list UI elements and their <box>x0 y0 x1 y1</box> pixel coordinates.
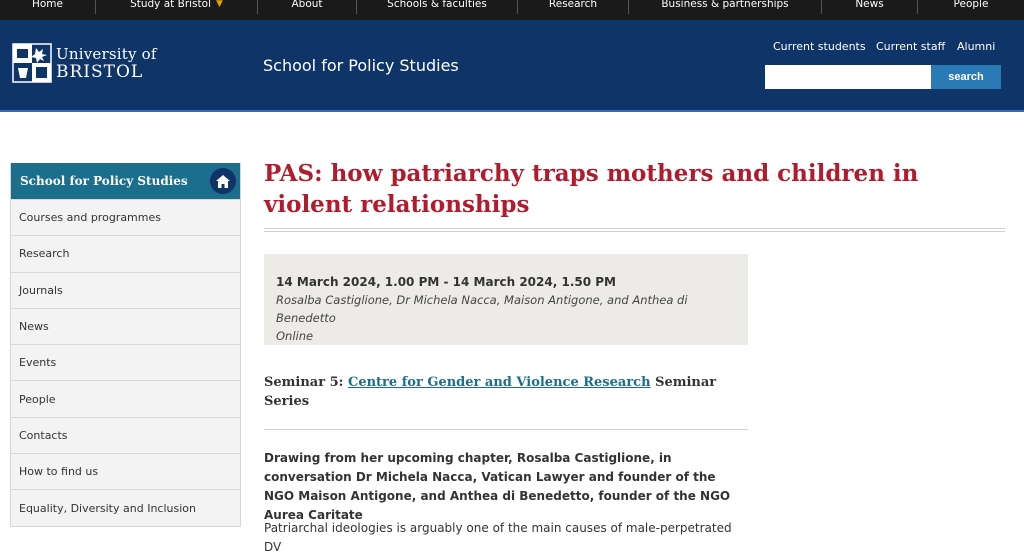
section-sidebar <box>10 163 241 527</box>
title-divider <box>264 228 1005 232</box>
nav-schools-label: Schools & faculties <box>387 0 487 10</box>
body-paragraph: Patriarchal ideologies is arguably one of the main causes of male-perpetrated DV <box>264 521 732 554</box>
sidebar-item-journals[interactable]: Journals <box>11 272 240 308</box>
nav-research-label: Research <box>548 0 598 10</box>
logo-line2: BRISTOL <box>56 62 144 82</box>
event-speakers: Rosalba Castiglione, Dr Michela Nacca, Maison Antigone, and Anthea di Benedetto <box>276 293 688 325</box>
event-date: 14 March 2024, 1.00 PM - 14 March 2024, 1.50 PM <box>276 275 616 289</box>
search-input[interactable] <box>765 65 931 89</box>
home-icon[interactable] <box>210 168 236 194</box>
university-crest-icon <box>12 43 52 83</box>
logo-line1: University of <box>56 45 157 63</box>
nav-business-label: Business & partnerships <box>661 0 789 10</box>
nav-people-label: People <box>953 0 989 10</box>
sidebar-item-how-to-find-us[interactable]: How to find us <box>11 453 240 489</box>
nav-research[interactable] <box>517 0 628 14</box>
sidebar-item-equality[interactable]: Equality, Diversity and Inclusion <box>11 489 240 525</box>
nav-people[interactable] <box>917 0 1024 14</box>
cgvr-link[interactable]: Centre for Gender and Violence Research <box>347 375 651 390</box>
sidebar-title: School for Policy Studies <box>20 174 188 188</box>
sidebar-item-courses[interactable]: Courses and programmes <box>11 199 240 235</box>
search-button[interactable]: search <box>931 65 1001 89</box>
sidebar-item-people[interactable]: People <box>11 380 240 416</box>
page-title: PAS: how patriarchy traps mothers and children in violent relationships <box>264 160 919 218</box>
lead-paragraph: Drawing from her upcoming chapter, Rosalba Castiglione, in conversation Dr Michela Nacca, Vatican Lawyer and founder of the NGO Maison Antigone, and Anthea di Benedetto, founder of the NGO Aurea Caritate <box>264 451 731 522</box>
university-logo[interactable] <box>12 43 157 83</box>
sidebar-item-events[interactable]: Events <box>11 344 240 380</box>
chevron-down-icon: ▼ <box>216 0 223 9</box>
nav-study-label: Study at Bristol <box>130 0 211 10</box>
nav-business-partnerships[interactable] <box>628 0 821 14</box>
sidebar-item-research[interactable]: Research <box>11 235 240 271</box>
nav-home[interactable] <box>0 0 95 14</box>
nav-news-label: News <box>855 0 884 10</box>
subhead-divider <box>264 429 748 430</box>
nav-schools-faculties[interactable] <box>356 0 517 14</box>
link-current-staff[interactable]: Current staff <box>876 40 946 53</box>
event-location: Online <box>276 329 314 343</box>
link-current-students[interactable]: Current students <box>773 40 866 53</box>
logo-wordmark <box>56 45 157 81</box>
site-title[interactable]: School for Policy Studies <box>263 56 459 75</box>
seminar-subheading <box>264 373 748 411</box>
subhead-prefix: Seminar 5: <box>264 375 348 390</box>
nav-about-label: About <box>291 0 323 10</box>
sidebar-item-contacts[interactable]: Contacts <box>11 417 240 453</box>
site-header <box>0 20 1024 112</box>
top-navigation <box>0 0 1024 20</box>
event-details <box>264 254 748 345</box>
sidebar-header[interactable] <box>11 163 240 199</box>
nav-about[interactable] <box>257 0 356 14</box>
nav-home-label: Home <box>31 0 63 10</box>
link-alumni[interactable]: Alumni <box>957 40 996 53</box>
sidebar-item-news[interactable]: News <box>11 308 240 344</box>
subhead-suffix: Seminar Series <box>264 375 717 409</box>
nav-news[interactable] <box>821 0 917 14</box>
nav-study-at-bristol[interactable] <box>95 0 257 14</box>
